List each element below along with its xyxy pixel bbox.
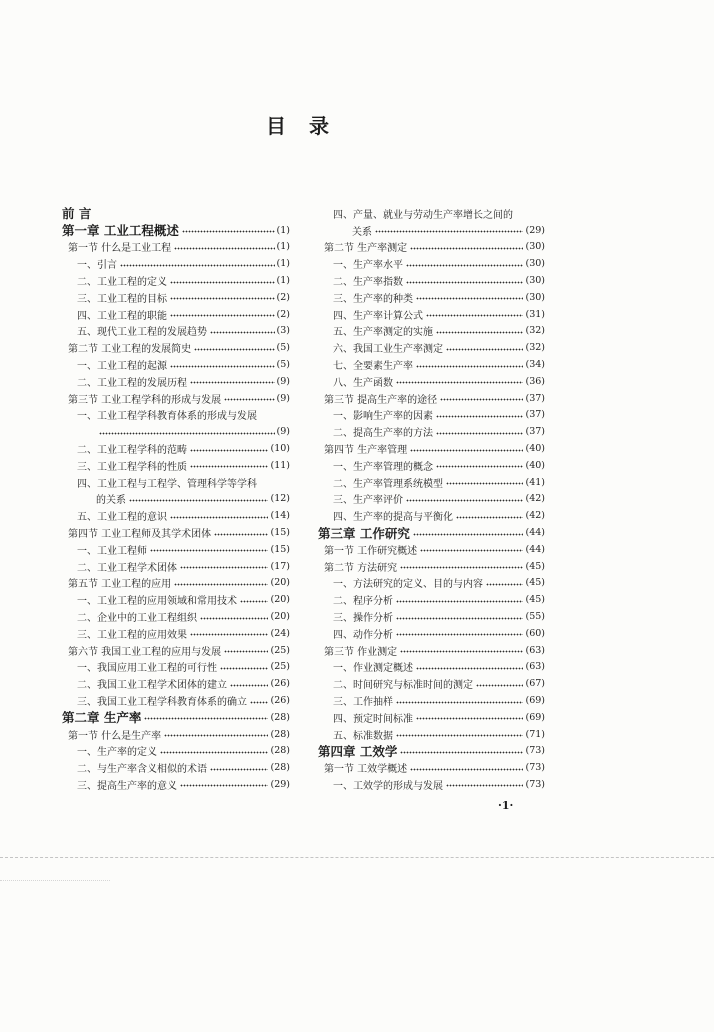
- toc-entry-title: 四、生产率计算公式: [333, 310, 423, 322]
- toc-entry-title: 二、提高生产率的方法: [333, 428, 433, 440]
- dot-leader: [210, 331, 275, 334]
- toc-page-number: (69): [525, 695, 545, 706]
- toc-item: [62, 759, 290, 776]
- toc-item: [318, 323, 545, 340]
- toc-page-number: (26): [270, 678, 290, 690]
- toc-item: [318, 675, 545, 692]
- toc-section: [62, 339, 290, 356]
- toc-entry-title: 一、工业工程的应用领域和常用技术: [77, 596, 237, 608]
- dot-leader: [420, 549, 523, 552]
- toc-entry-title: 一、生产率管理的概念: [333, 461, 433, 473]
- toc-entry-title: 第三节 工业工程学科的形成与发展: [68, 394, 222, 406]
- dot-leader: [190, 633, 268, 636]
- toc-page-number: (26): [270, 695, 290, 706]
- toc-entry-title: 二、企业中的工业工程组织: [77, 613, 197, 625]
- toc-entry-title: 第二节 方法研究: [324, 562, 398, 574]
- toc-entry-title: 第六节 我国工业工程的应用与发展: [68, 646, 222, 658]
- toc-page-number: (28): [270, 745, 290, 757]
- toc-entry-title: 第一节 什么是工业工程: [68, 243, 172, 255]
- dot-leader: [486, 583, 523, 586]
- dot-leader: [436, 432, 523, 435]
- dot-leader: [446, 482, 523, 485]
- dot-leader: [170, 365, 275, 368]
- toc-item: [62, 407, 290, 424]
- toc-entry-title: 四、动作分析: [333, 629, 393, 641]
- toc-entry-title: 六、我国工业生产率测定: [333, 344, 443, 356]
- toc-section: [318, 558, 545, 575]
- toc-page-number: (32): [525, 325, 545, 337]
- toc-page-number: (15): [270, 527, 290, 539]
- toc-right-column: [318, 205, 545, 793]
- toc-front-matter: [62, 205, 290, 222]
- dot-leader: [476, 684, 523, 687]
- toc-entry-title: 一、工业工程学科教育体系的形成与发展: [77, 411, 257, 423]
- dot-leader: [406, 499, 523, 502]
- toc-item: [318, 491, 545, 508]
- dot-leader: [180, 566, 268, 569]
- toc-item: [318, 407, 545, 424]
- toc-item: [318, 692, 545, 709]
- dot-leader: [200, 617, 268, 620]
- toc-page-number: (28): [270, 762, 290, 774]
- toc-page-number: (1): [276, 275, 290, 287]
- toc-page-number: (25): [270, 661, 290, 673]
- toc-page-number: (9): [276, 392, 290, 404]
- toc-entry-title: 一、我国应用工业工程的可行性: [77, 663, 217, 675]
- dot-leader: [410, 247, 523, 250]
- dot-leader: [174, 247, 274, 250]
- toc-item: [62, 356, 290, 373]
- toc-page-number: (40): [525, 459, 545, 471]
- dot-leader: [396, 381, 523, 384]
- dot-leader: [416, 667, 523, 670]
- toc-item: [62, 541, 290, 558]
- dot-leader: [396, 633, 523, 636]
- toc-section: [318, 759, 545, 776]
- toc-page-number: (5): [276, 359, 290, 371]
- toc-entry-title: 关系: [352, 226, 372, 238]
- toc-entry-title: 八、生产函数: [333, 377, 393, 389]
- toc-item: [62, 675, 290, 692]
- toc-page-number: (10): [270, 443, 290, 455]
- toc-entry-title: 三、工业工程的目标: [77, 293, 167, 305]
- toc-page-number: (15): [270, 543, 290, 555]
- toc-entry-title: 一、方法研究的定义、目的与内容: [333, 579, 483, 591]
- toc-page-number: (20): [270, 611, 290, 623]
- toc-section: [62, 390, 290, 407]
- toc-page-number: (44): [525, 527, 545, 539]
- toc-entry-title: 二、时间研究与标准时间的测定: [333, 680, 473, 692]
- toc-item: [318, 659, 545, 676]
- toc-page-number: (32): [525, 342, 545, 354]
- toc-continuation: [62, 423, 290, 440]
- toc-page-number: (63): [525, 661, 545, 673]
- toc-page-number: (11): [270, 459, 290, 471]
- toc-page-number: (1): [276, 258, 290, 270]
- toc-item: [318, 575, 545, 592]
- toc-item: [62, 659, 290, 676]
- toc-item: [62, 255, 290, 272]
- dot-leader: [170, 281, 275, 284]
- toc-entry-title: 五、工业工程的意识: [77, 512, 167, 524]
- toc-page-number: (30): [525, 241, 545, 253]
- dot-leader: [396, 734, 523, 737]
- toc-page-number: (9): [276, 375, 290, 387]
- toc-item: [318, 776, 545, 793]
- toc-item: [318, 289, 545, 306]
- toc-page-number: (1): [276, 224, 290, 236]
- toc-section: [318, 440, 545, 457]
- toc-page-number: (34): [525, 359, 545, 371]
- dot-leader: [400, 566, 523, 569]
- toc-page-number: (14): [270, 510, 290, 522]
- toc-entry-title: 一、工业工程师: [77, 545, 147, 557]
- toc-page-number: (24): [270, 627, 290, 639]
- toc-item: [62, 692, 290, 709]
- dot-leader: [174, 583, 268, 586]
- toc-entry-title: 四、工业工程的职能: [77, 310, 167, 322]
- dot-leader: [250, 701, 268, 704]
- toc-entry-title: 一、工业工程的起源: [77, 361, 167, 373]
- toc-item: [318, 591, 545, 608]
- toc-entry-title: 的关系: [96, 495, 126, 507]
- toc-item: [318, 457, 545, 474]
- toc-entry-title: 第二章 生产率: [62, 710, 142, 726]
- toc-chapter: [62, 709, 290, 726]
- toc-page-number: (44): [525, 543, 545, 555]
- toc-page-number: (45): [525, 594, 545, 606]
- toc-page-number: (37): [525, 409, 545, 421]
- dot-leader: [446, 784, 523, 787]
- toc-page-number: (45): [525, 560, 545, 572]
- dot-leader: [194, 348, 274, 351]
- dot-leader: [144, 717, 268, 720]
- toc-entry-title: 三、我国工业工程学科教育体系的确立: [77, 697, 247, 708]
- toc-page-number: (73): [525, 762, 545, 774]
- dot-leader: [396, 600, 523, 603]
- toc-entry-title: 第一节 什么是生产率: [68, 730, 162, 742]
- toc-item: [318, 306, 545, 323]
- toc-entry-title: 三、工业工程的应用效果: [77, 629, 187, 641]
- toc-entry-title: 二、我国工业工程学术团体的建立: [77, 680, 227, 692]
- toc-entry-title: 第二节 生产率测定: [324, 243, 408, 255]
- toc-entry-title: 前 言: [62, 206, 92, 222]
- toc-entry-title: 五、生产率测定的实施: [333, 327, 433, 339]
- toc-item: [62, 373, 290, 390]
- toc-entry-title: 三、生产率的种类: [333, 293, 413, 305]
- dot-leader: [224, 650, 268, 653]
- toc-entry-title: 二、工业工程学科的范畴: [77, 445, 187, 457]
- dot-leader: [410, 768, 523, 771]
- dot-leader: [396, 617, 523, 620]
- toc-page-number: (37): [525, 392, 545, 404]
- toc-entry-title: 三、提高生产率的意义: [77, 780, 177, 792]
- toc-item: [318, 272, 545, 289]
- toc-page-number: (30): [525, 275, 545, 287]
- toc-entry-title: 二、与生产率含义相似的术语: [77, 764, 207, 776]
- toc-page-number: (12): [270, 493, 290, 505]
- dot-leader: [150, 549, 268, 552]
- toc-page-number: (20): [270, 577, 290, 589]
- toc-item: [62, 743, 290, 760]
- dot-leader: [220, 667, 268, 670]
- toc-page-number: (60): [525, 627, 545, 639]
- dot-leader: [426, 314, 523, 317]
- toc-page-number: (31): [525, 308, 545, 320]
- toc-entry-title: 二、程序分析: [333, 596, 393, 608]
- toc-left-column: [62, 205, 290, 793]
- toc-chapter: [318, 524, 545, 541]
- toc-item: [318, 709, 545, 726]
- toc-item: [318, 205, 545, 222]
- toc-entry-title: 一、作业测定概述: [333, 663, 413, 675]
- toc-page-number: (71): [525, 728, 545, 740]
- dot-leader: [416, 717, 523, 720]
- toc-entry-title: 三、生产率评价: [333, 495, 403, 507]
- toc-page-number: (28): [270, 728, 290, 740]
- toc-entry-title: 五、现代工业工程的发展趋势: [77, 327, 207, 339]
- dot-leader: [170, 516, 268, 519]
- toc-entry-title: 三、操作分析: [333, 613, 393, 625]
- dot-leader: [396, 701, 523, 704]
- dot-leader: [400, 650, 523, 653]
- toc-page-number: (40): [525, 443, 545, 455]
- toc-entry-title: 五、标准数据: [333, 730, 393, 742]
- toc-page-number: (30): [525, 291, 545, 303]
- toc-page-number: (29): [525, 224, 545, 236]
- toc-item: [318, 625, 545, 642]
- toc-entry-title: 二、生产率指数: [333, 277, 403, 289]
- dot-leader: [400, 751, 523, 754]
- dot-leader: [440, 398, 523, 401]
- toc-page-number: (41): [525, 476, 545, 488]
- toc-entry-title: 第一节 工效学概述: [324, 764, 408, 776]
- toc-item: [62, 272, 290, 289]
- toc-item: [62, 625, 290, 642]
- toc-page-number: (36): [525, 375, 545, 387]
- toc-entry-title: 第二节 工业工程的发展简史: [68, 344, 192, 356]
- toc-page-number: (29): [270, 778, 290, 790]
- toc-entry-title: 第一章 工业工程概述: [62, 223, 179, 239]
- toc-entry-title: 第四节 生产率管理: [324, 445, 408, 457]
- toc-entry-title: 三、工业工程学科的性质: [77, 461, 187, 473]
- toc-page-number: (30): [525, 258, 545, 270]
- toc-entry-title: 第三节 作业测定: [324, 646, 398, 658]
- dot-leader: [436, 331, 523, 334]
- toc-item: [318, 726, 545, 743]
- toc-page-number: (9): [276, 426, 290, 438]
- toc-page-number: (73): [525, 745, 545, 757]
- toc-page-number: (42): [525, 493, 545, 505]
- toc-item: [318, 373, 545, 390]
- toc-entry-title: 二、工业工程学术团体: [77, 562, 177, 574]
- toc-page-number: (17): [270, 560, 290, 572]
- dot-leader: [129, 499, 268, 502]
- scan-artifact-line: [0, 857, 714, 858]
- toc-page-number: (28): [270, 711, 290, 723]
- scan-artifact-dots: [0, 880, 110, 881]
- toc-entry-title: 一、工效学的形成与发展: [333, 780, 443, 792]
- toc-item: [62, 474, 290, 491]
- toc-page-number: (67): [525, 678, 545, 690]
- toc-entry-title: 四、工业工程与工程学、管理科学等学科: [77, 478, 257, 490]
- dot-leader: [416, 365, 523, 368]
- toc-continuation: [62, 491, 290, 508]
- toc-page-number: (42): [525, 510, 545, 522]
- toc-item: [62, 289, 290, 306]
- toc-item: [318, 356, 545, 373]
- dot-leader: [446, 348, 523, 351]
- toc-page-number: (69): [525, 711, 545, 723]
- toc-entry-title: 第一节 工作研究概述: [324, 545, 418, 557]
- toc-page-number: (55): [525, 611, 545, 623]
- toc-page-number: (45): [525, 577, 545, 589]
- toc-entry-title: 第五节 工业工程的应用: [68, 579, 172, 591]
- toc-item: [318, 255, 545, 272]
- toc-page-number: (2): [276, 308, 290, 320]
- toc-section: [62, 239, 290, 256]
- toc-item: [318, 507, 545, 524]
- dot-leader: [456, 516, 523, 519]
- toc-item: [62, 323, 290, 340]
- dot-leader: [160, 751, 268, 754]
- dot-leader: [182, 230, 275, 233]
- dot-leader: [410, 449, 523, 452]
- toc-page-number: (20): [270, 594, 290, 606]
- toc-page-number: (3): [276, 325, 290, 337]
- toc-section: [62, 642, 290, 659]
- toc-section: [62, 524, 290, 541]
- toc-item: [62, 776, 290, 793]
- toc-section: [62, 575, 290, 592]
- toc-page-number: (2): [276, 291, 290, 303]
- toc-chapter: [318, 743, 545, 760]
- dot-leader: [406, 264, 523, 267]
- toc-page-number: (25): [270, 644, 290, 656]
- toc-page-number: (5): [276, 342, 290, 354]
- dot-leader: [190, 465, 268, 468]
- dot-leader: [120, 264, 275, 267]
- toc-entry-title: 一、影响生产率的因素: [333, 411, 433, 423]
- toc-entry-title: 四、产量、就业与劳动生产率增长之间的: [333, 209, 513, 221]
- toc-entry-title: 四、预定时间标准: [333, 713, 413, 725]
- dot-leader: [224, 398, 274, 401]
- dot-leader: [436, 415, 523, 418]
- page-title: 目 录: [266, 114, 329, 138]
- toc-item: [62, 507, 290, 524]
- toc-entry-title: 一、引言: [77, 260, 117, 272]
- toc-item: [318, 339, 545, 356]
- toc-entry-title: 二、工业工程的定义: [77, 277, 167, 289]
- toc-entry-title: 一、生产率的定义: [77, 747, 157, 759]
- dot-leader: [214, 533, 268, 536]
- toc-section: [318, 239, 545, 256]
- dot-leader: [375, 230, 523, 233]
- toc-entry-title: 第三节 提高生产率的途径: [324, 394, 438, 406]
- toc-entry-title: 四、生产率的提高与平衡化: [333, 512, 453, 524]
- toc-item: [62, 457, 290, 474]
- toc-item: [62, 440, 290, 457]
- toc-section: [318, 390, 545, 407]
- dot-leader: [413, 533, 524, 536]
- dot-leader: [230, 684, 268, 687]
- toc-section: [318, 642, 545, 659]
- dot-leader: [436, 465, 523, 468]
- dot-leader: [190, 381, 275, 384]
- dot-leader: [210, 768, 268, 771]
- toc-item: [62, 558, 290, 575]
- toc-item: [318, 608, 545, 625]
- toc-continuation: [318, 222, 545, 239]
- dot-leader: [416, 297, 523, 300]
- toc-page-number: (63): [525, 644, 545, 656]
- dot-leader: [406, 281, 523, 284]
- toc-entry-title: 第四章 工效学: [318, 743, 398, 759]
- toc-entry-title: 一、生产率水平: [333, 260, 403, 272]
- toc-item: [318, 423, 545, 440]
- dot-leader: [170, 297, 275, 300]
- toc-entry-title: 二、工业工程的发展历程: [77, 377, 187, 389]
- dot-leader: [190, 449, 268, 452]
- toc-item: [62, 608, 290, 625]
- toc-section: [318, 541, 545, 558]
- toc-chapter: [62, 222, 290, 239]
- toc-page-number: (73): [525, 778, 545, 790]
- toc-entry-title: 第三章 工作研究: [318, 525, 410, 541]
- toc-item: [62, 591, 290, 608]
- dot-leader: [99, 432, 275, 435]
- toc-entry-title: 二、生产率管理系统模型: [333, 478, 443, 490]
- toc-page-number: (1): [276, 241, 290, 253]
- dot-leader: [240, 600, 268, 603]
- dot-leader: [164, 734, 268, 737]
- dot-leader: [180, 784, 268, 787]
- toc-item: [318, 474, 545, 491]
- toc-entry-title: 七、全要素生产率: [333, 361, 413, 373]
- toc-page-number: (37): [525, 426, 545, 438]
- toc-section: [62, 726, 290, 743]
- toc-entry-title: 第四节 工业工程师及其学术团体: [68, 529, 212, 541]
- toc-entry-title: 三、工作抽样: [333, 697, 393, 708]
- page-number: ·1·: [498, 799, 514, 812]
- toc-item: [62, 306, 290, 323]
- dot-leader: [170, 314, 275, 317]
